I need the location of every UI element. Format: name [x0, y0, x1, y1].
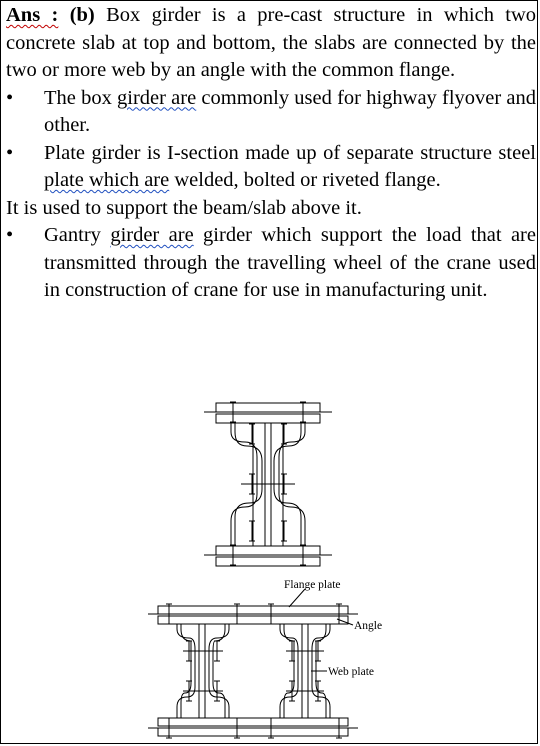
box-girder-diagram [148, 589, 358, 738]
bullet-text: Gantry [44, 224, 111, 246]
bullet-text: The box [44, 86, 118, 109]
answer-intro: Box girder is a pre-cast structure in which two concrete slab at top and bottom, the slabs are connected by the two or more web by an angle with the common flange. [6, 4, 537, 81]
bullet-marker: • [6, 141, 14, 164]
bullet-text: welded, bolted or riveted flange. [169, 169, 441, 191]
bullet-text: girder which support the load that are transmitted through the travelling wheel of the crane used in construction of crane for use in manufacturing unit. [44, 224, 536, 301]
answer-choice: (b) [69, 4, 95, 26]
girder-figure [1, 1, 539, 745]
angle-label: Angle [354, 620, 383, 632]
bullet-text: commonly used for highway flyover and other. [44, 86, 536, 136]
plate-girder-diagram [204, 402, 332, 566]
grammar-underlined-text: girder are [117, 86, 197, 109]
answer-label: Ans : [6, 4, 59, 26]
bullet-text: Plate girder is I-section made up of separate structure steel [44, 141, 536, 164]
web-plate-label: Web plate [328, 666, 375, 678]
grammar-underlined-text: plate which are [44, 169, 170, 191]
bullet-marker: • [6, 86, 14, 109]
grammar-underlined-text: girder are [110, 224, 194, 246]
plain-line: It is used to support the beam/slab above it. [6, 196, 362, 219]
flange-plate-label: Flange plate [284, 579, 341, 591]
bullet-marker: • [6, 224, 14, 246]
